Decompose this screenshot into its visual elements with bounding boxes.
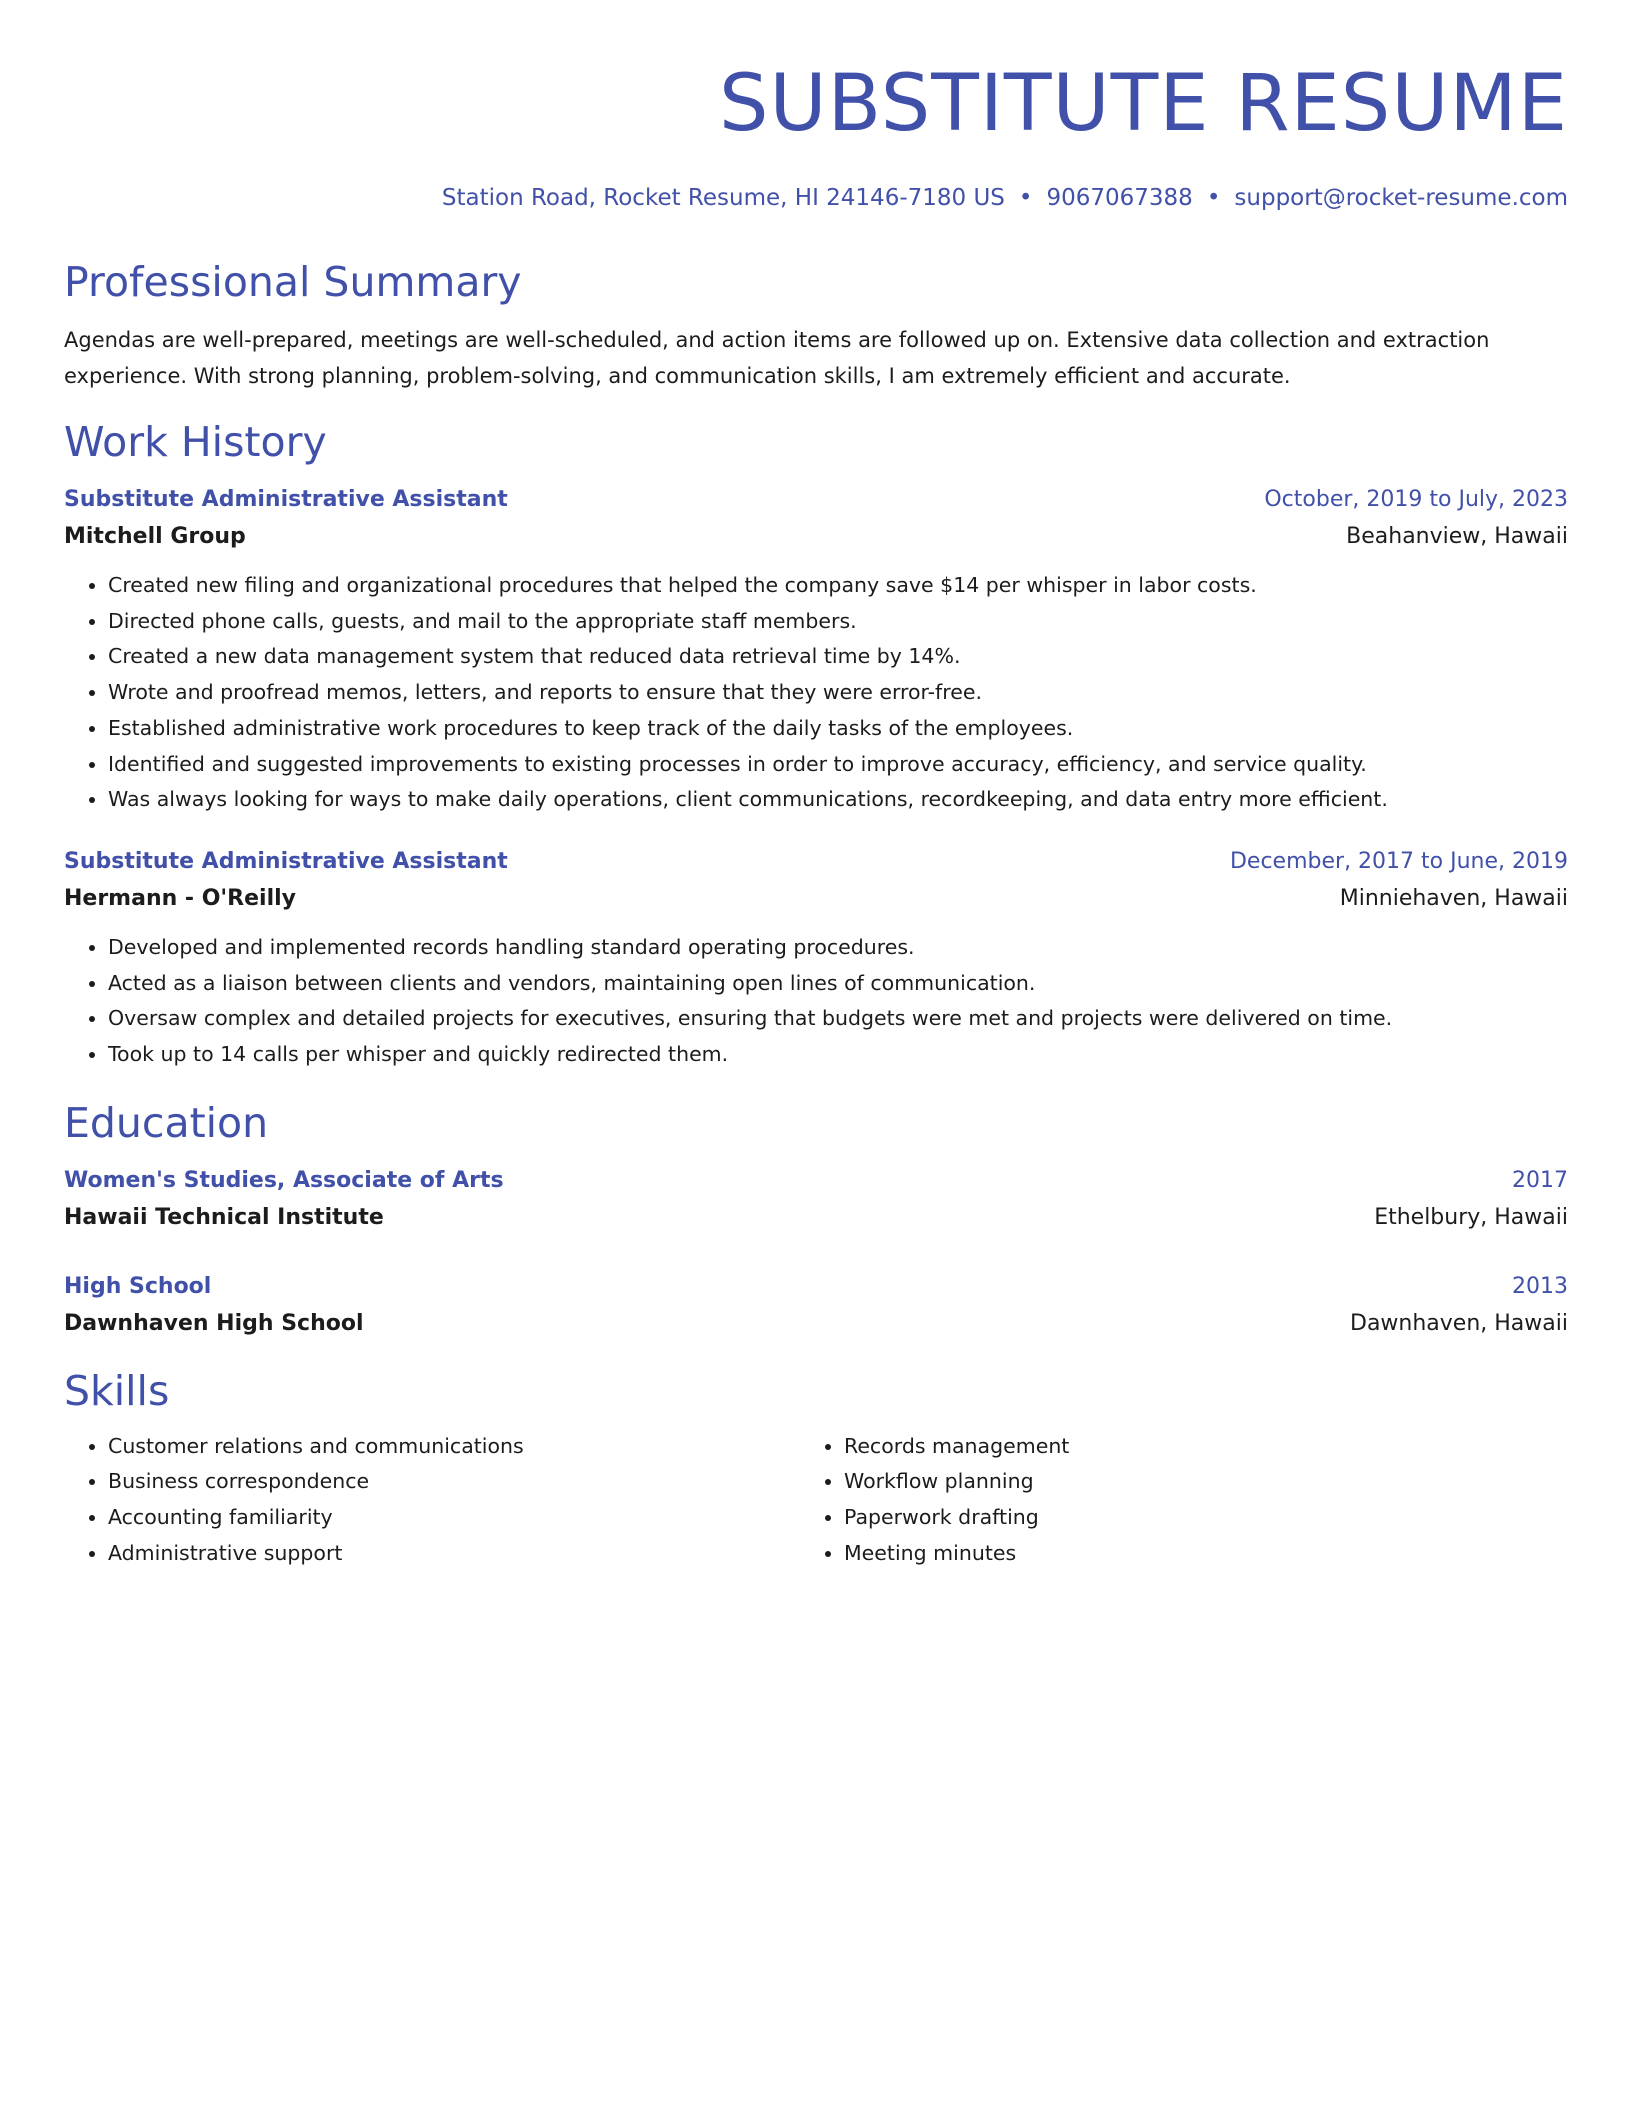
job-title-row — [64, 482, 1568, 518]
resume-header — [64, 0, 1568, 214]
job-bullet: • Identified and suggested improvements to existing processes in order to improve accuracy, efficiency, and service quality. — [108, 747, 1568, 783]
job-location: Minniehaven, Hawaii — [1339, 885, 1568, 911]
job-bullet: • Wrote and proofread memos, letters, and reports to ensure that they were error-free. — [108, 675, 1568, 711]
skill-item: • Administrative support — [108, 1536, 800, 1572]
education-location: Dawnhaven, Hawaii — [1350, 1310, 1568, 1336]
job-bullets — [64, 568, 1568, 818]
resume-name: SUBSTITUTE RESUME — [718, 59, 1568, 149]
skill-item: • Workflow planning — [844, 1464, 1069, 1500]
job-dates: October, 2019 to July, 2023 — [1264, 487, 1568, 512]
education-degree-row — [64, 1163, 1568, 1199]
education-heading: Education — [64, 1098, 269, 1147]
job-bullet: • Developed and implemented records handling standard operating procedures. — [108, 930, 1568, 966]
summary-heading: Professional Summary — [64, 258, 522, 306]
job-dates: December, 2017 to June, 2019 — [1229, 848, 1568, 874]
education-degree: High School — [64, 1273, 212, 1299]
job-entry — [64, 844, 1568, 1073]
job-entry — [64, 482, 1568, 818]
skills-list — [800, 1429, 1069, 1572]
skills-column-left — [64, 1429, 800, 1572]
job-bullet: • Was always looking for ways to make daily operations, client communications, recordkeeping, and data entry more efficient. — [108, 782, 1568, 818]
job-company: Mitchell Group — [64, 524, 246, 549]
education-entry — [64, 1269, 1568, 1343]
skill-item: • Paperwork drafting — [844, 1500, 1069, 1536]
contact-address: Station Road, Rocket Resume, HI 24146-7180 US — [441, 185, 1005, 211]
education-school: Dawnhaven High School — [64, 1310, 364, 1336]
job-company: Hermann - O'Reilly — [64, 885, 296, 911]
education-school-row — [64, 1199, 1568, 1237]
skills-heading: Skills — [64, 1366, 170, 1415]
contact-separator: • — [1018, 185, 1033, 211]
skill-item: • Business correspondence — [108, 1464, 800, 1500]
education-entry — [64, 1163, 1568, 1237]
skill-item: • Records management — [844, 1429, 1069, 1465]
skills-column-right — [800, 1429, 1069, 1572]
job-bullet: • Established administrative work procedures to keep track of the daily tasks of the employees. — [108, 711, 1568, 747]
skill-item: • Meeting minutes — [844, 1536, 1069, 1572]
job-bullet: • Directed phone calls, guests, and mail to the appropriate staff members. — [108, 604, 1568, 640]
job-bullet: • Oversaw complex and detailed projects for executives, ensuring that budgets were met and projects were delivered on time. — [108, 1001, 1568, 1037]
job-company-row — [64, 880, 1568, 918]
education-year: 2013 — [1512, 1273, 1568, 1299]
skills-columns — [64, 1429, 1568, 1572]
job-company-row — [64, 518, 1568, 556]
job-title-row — [64, 844, 1568, 880]
education-school-row — [64, 1305, 1568, 1343]
job-role: Substitute Administrative Assistant — [64, 487, 508, 512]
education-school: Hawaii Technical Institute — [64, 1204, 384, 1230]
skill-item: • Accounting familiarity — [108, 1500, 800, 1536]
summary-text: Agendas are well-prepared, meetings are well-scheduled, and action items are followed up on. Extensive data collection and extraction experience. With strong planning, problem-solving, and communication skills, I am extremely efficient and accurate. — [64, 328, 1490, 388]
job-bullet: • Took up to 14 calls per whisper and quickly redirected them. — [108, 1037, 1568, 1073]
education-year: 2017 — [1512, 1167, 1568, 1193]
work-history-heading: Work History — [64, 418, 327, 466]
skills-list — [64, 1429, 800, 1572]
contact-separator: • — [1206, 185, 1221, 211]
contact-phone: 9067067388 — [1046, 185, 1193, 211]
job-bullet: • Created a new data management system that reduced data retrieval time by 14%. — [108, 639, 1568, 675]
job-bullets — [64, 930, 1568, 1073]
job-bullet: • Acted as a liaison between clients and vendors, maintaining open lines of communication. — [108, 966, 1568, 1002]
job-bullet: • Created new filing and organizational procedures that helped the company save $14 per whisper in labor costs. — [108, 568, 1568, 604]
education-degree: Women's Studies, Associate of Arts — [64, 1167, 504, 1193]
job-role: Substitute Administrative Assistant — [64, 848, 508, 874]
education-degree-row — [64, 1269, 1568, 1305]
contact-email: support@rocket-resume.com — [1234, 185, 1568, 211]
skill-item: • Customer relations and communications — [108, 1429, 800, 1465]
education-location: Ethelbury, Hawaii — [1374, 1204, 1568, 1230]
contact-line — [64, 182, 1568, 214]
job-location: Beahanview, Hawaii — [1346, 524, 1568, 549]
